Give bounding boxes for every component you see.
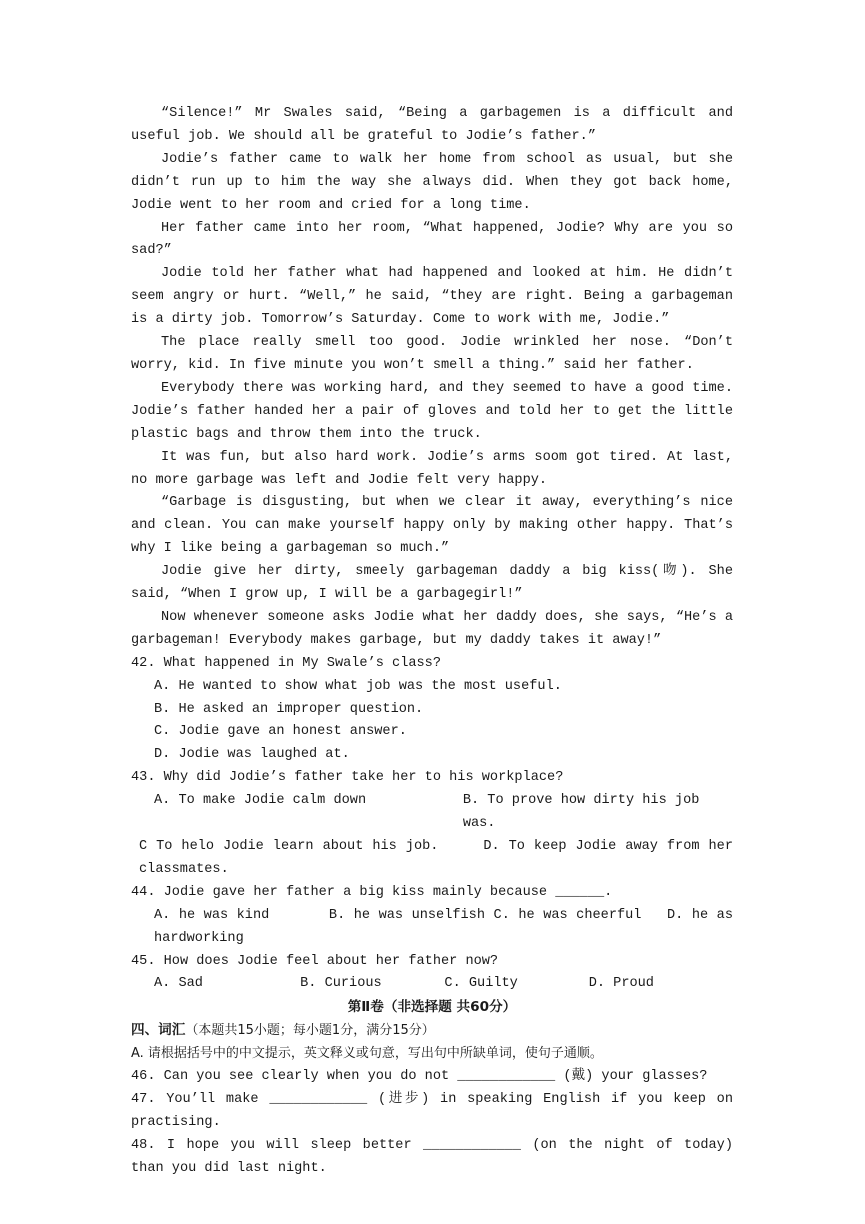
- vocab-section-heading: [131, 1019, 733, 1043]
- exam-page: [131, 103, 733, 1181]
- passage-paragraph: It was fun, but also hard work. Jodie’s arms soom got tired. At last, no more garbage was left and Jodie felt very happy.: [131, 449, 733, 488]
- question-45-option-c: C. Guilty: [444, 976, 518, 992]
- question-44-option-c: C. he was cheerful: [493, 907, 642, 923]
- question-42-stem: 42. What happened in My Swale’s class?: [131, 655, 441, 671]
- question-45-option-d: D. Proud: [588, 976, 654, 992]
- question-45-stem: 45. How does Jodie feel about her father now?: [131, 953, 499, 969]
- vocab-note: （本题共15小题；每小题1分，满分15分）: [185, 1023, 435, 1039]
- question-43-option-a: A. To make Jodie calm down: [154, 793, 367, 809]
- question-43-option-c: C To helo Jodie learn about his job.: [139, 839, 439, 854]
- passage-paragraph: Jodie give her dirty, smeely garbageman daddy a big kiss(吻). She said, “When I grow up, I will be a garbagegirl!”: [131, 564, 733, 603]
- section-2-title: 第Ⅱ卷（非选择题 共60分）: [347, 999, 517, 1016]
- question-45-options-row: [131, 973, 733, 996]
- passage-paragraph: Her father came into her room, “What happened, Jodie? Why are you so sad?”: [131, 220, 733, 259]
- vocab-item-47: 47. You’ll make ____________ (进步) in speaking English if you keep on practising.: [131, 1091, 733, 1130]
- question-42-option-a: A. He wanted to show what job was the most useful.: [154, 678, 562, 694]
- question-45-option-a: A. Sad: [154, 976, 203, 992]
- vocab-instruction: A. 请根据括号中的中文提示，英文释义或句意，写出句中所缺单词，使句子通顺。: [131, 1046, 603, 1062]
- vocab-item-48: 48. I hope you will sleep better ____________ (on the night of today) than you did last night.: [131, 1137, 733, 1176]
- question-42-option-d: D. Jodie was laughed at.: [154, 747, 350, 763]
- question-42-option-b: B. He asked an improper question.: [154, 701, 424, 717]
- vocab-item-46: 46. Can you see clearly when you do not ____________ (戴) your glasses?: [131, 1069, 708, 1085]
- question-44-option-b: B. he was unselfish: [328, 907, 485, 923]
- question-44-option-a: A. he was kind: [154, 907, 270, 923]
- question-43-options-cd: [131, 836, 733, 882]
- question-44-option-d: D. he as hardworking: [154, 907, 733, 946]
- question-44-options: [131, 905, 733, 951]
- question-42-option-c: C. Jodie gave an honest answer.: [154, 724, 407, 740]
- passage-paragraph: Jodie told her father what had happened and looked at him. He didn’t seem angry or hurt. “Well,” he said, “they are right. Being a garbageman is a dirty job. Tomorrow’s Saturday. Come to work with me, Jodie.”: [131, 266, 733, 328]
- question-43-options-row-1: [131, 790, 733, 836]
- passage-paragraph: “Garbage is disgusting, but when we clear it away, everything’s nice and clean. You can make yourself happy only by making other happy. That’s why I like being a garbageman so much.”: [131, 495, 733, 557]
- passage-paragraph: “Silence!” Mr Swales said, “Being a garbagemen is a difficult and useful job. We should all be grateful to Jodie’s father.”: [131, 106, 733, 144]
- passage-paragraph: Now whenever someone asks Jodie what her daddy does, she says, “He’s a garbageman! Everybody makes garbage, but my daddy takes it away!”: [131, 609, 733, 648]
- passage-paragraph: Jodie’s father came to walk her home from school as usual, but she didn’t run up to him the way she always did. When they got back home, Jodie went to her room and cried for a long time.: [131, 151, 733, 213]
- question-43-stem: 43. Why did Jodie’s father take her to his workplace?: [131, 770, 564, 786]
- passage-paragraph: The place really smell too good. Jodie wrinkled her nose. “Don’t worry, kid. In five minute you won’t smell a thing.” said her father.: [131, 335, 733, 373]
- question-45-option-b: B. Curious: [300, 976, 382, 992]
- question-44-stem: 44. Jodie gave her father a big kiss mainly because ______.: [131, 884, 613, 900]
- vocab-heading: 四、词汇: [131, 1022, 186, 1039]
- question-43-option-d: D. To keep Jodie away from her classmates.: [139, 839, 733, 877]
- question-43-option-b: B. To prove how dirty his job was.: [462, 793, 700, 832]
- passage-paragraph: Everybody there was working hard, and they seemed to have a good time. Jodie’s father handed her a pair of gloves and told her to get the little plastic bags and throw them into the truck.: [131, 380, 733, 442]
